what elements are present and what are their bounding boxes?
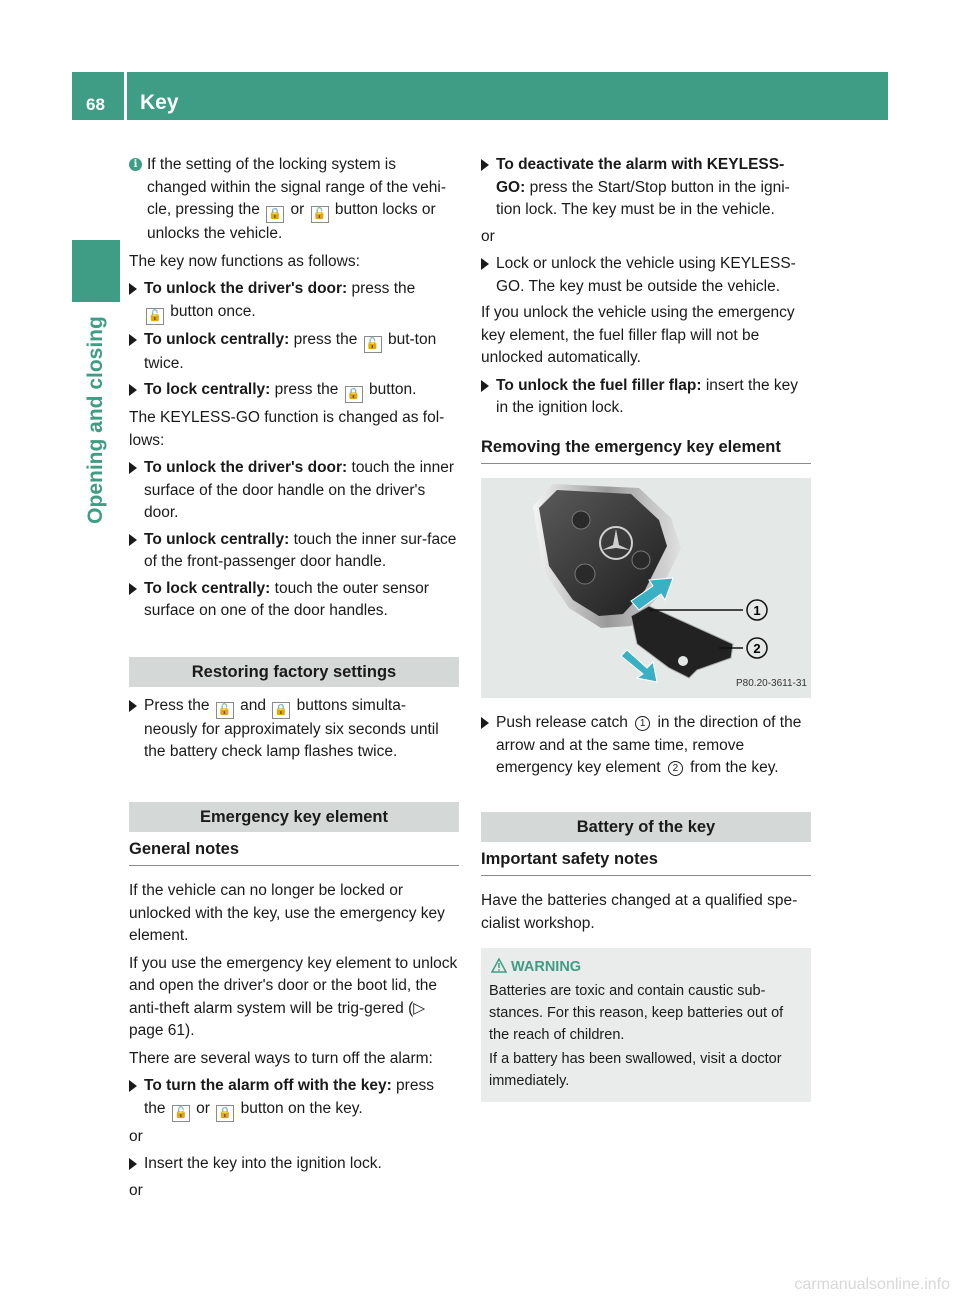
key-functions-intro: The key now functions as follows: xyxy=(129,252,360,270)
side-tab-block xyxy=(72,240,120,302)
step-keyless-unlock-centrally: To unlock centrally: touch the inner sur-face of the front-passenger door handle. xyxy=(129,529,459,574)
callout-2-icon: 2 xyxy=(668,761,683,776)
step-deactivate-alarm-keyless: To deactivate the alarm with KEYLESS-GO: press the Start/Stop button in the igni-tion lock. The key must be in the vehicle. xyxy=(481,154,811,222)
step-keyless-lock-centrally: To lock centrally: touch the outer sensor surface on one of the door handles. xyxy=(129,578,459,623)
figure-code: P80.20-3611-31 xyxy=(736,677,807,689)
info-icon: i xyxy=(129,158,142,171)
warning-box xyxy=(481,948,811,1102)
left-column xyxy=(129,154,459,1207)
lock-icon: 🔒 xyxy=(345,386,363,403)
step-arrow-icon xyxy=(129,700,137,712)
step-arrow-icon xyxy=(129,1158,137,1170)
header-separator xyxy=(124,72,127,120)
unlock-icon: 🔓 xyxy=(172,1105,190,1122)
step-arrow-icon xyxy=(129,334,137,346)
warning-heading: WARNING xyxy=(489,956,803,978)
lock-icon: 🔒 xyxy=(266,206,284,223)
subhead-general-notes: General notes xyxy=(129,838,459,867)
subhead-important-safety-notes: Important safety notes xyxy=(481,848,811,877)
step-arrow-icon xyxy=(129,1080,137,1092)
callout-1-icon: 1 xyxy=(635,716,650,731)
step-unlock-drivers-door: To unlock the driver's door: press the 🔓 button once. xyxy=(129,278,459,325)
step-arrow-icon xyxy=(481,380,489,392)
section-emergency-key-element: Emergency key element xyxy=(129,802,459,832)
para-fuel-filler: If you unlock the vehicle using the emergency key element, the fuel filler flap will not be unlocked automatically. xyxy=(481,304,795,366)
para-emergency-use: If the vehicle can no longer be locked or unlocked with the key, use the emergency key element. xyxy=(129,882,445,944)
step-lock-unlock-keyless: Lock or unlock the vehicle using KEYLESS-GO. The key must be outside the vehicle. xyxy=(481,253,811,298)
unlock-icon: 🔓 xyxy=(364,336,382,353)
watermark: carmanualsonline.info xyxy=(794,1276,950,1293)
keyless-intro: The KEYLESS-GO function is changed as fol-lows: xyxy=(129,409,445,449)
step-unlock-centrally: To unlock centrally: press the 🔓 but-ton twice. xyxy=(129,329,459,376)
step-alarm-off-key: To turn the alarm off with the key: press the 🔓 or 🔒 button on the key. xyxy=(129,1075,459,1122)
side-tab-title: Opening and closing xyxy=(84,316,107,524)
or-text: or xyxy=(481,227,495,245)
subhead-removing-emergency-key: Removing the emergency key element xyxy=(481,436,811,465)
para-battery-change: Have the batteries changed at a qualified spe-cialist workshop. xyxy=(481,892,798,932)
or-text: or xyxy=(129,1181,143,1199)
para-alarm-ways: There are several ways to turn off the alarm: xyxy=(129,1049,433,1067)
step-push-release-catch: Push release catch 1 in the direction of the arrow and at the same time, remove emergency key element 2 from the key. xyxy=(481,712,811,780)
lock-icon: 🔒 xyxy=(216,1105,234,1122)
unlock-icon: 🔓 xyxy=(146,308,164,325)
warning-text-2: If a battery has been swallowed, visit a doctor immediately. xyxy=(489,1051,782,1089)
key-illustration xyxy=(481,478,811,698)
unlock-button-icon xyxy=(575,564,595,584)
boot-button-icon xyxy=(632,551,650,569)
page-number: 68 xyxy=(86,95,105,114)
header-bar xyxy=(72,72,888,120)
callout-1-label: 1 xyxy=(753,603,761,618)
info-note: i If the setting of the locking system is changed within the signal range of the vehi-cle, pressing the 🔒 or 🔓 button locks or unlocks the vehicle. xyxy=(129,154,459,246)
warning-text-1: Batteries are toxic and contain caustic sub-stances. For this reason, keep batteries out of the reach of children. xyxy=(489,983,784,1043)
para-anti-theft: If you use the emergency key element to unlock and open the driver's door or the boot lid, the anti-theft alarm system will be trig-gered (▷ page 61). xyxy=(129,954,458,1039)
lock-icon: 🔒 xyxy=(272,702,290,719)
step-arrow-icon xyxy=(481,717,489,729)
step-insert-key: Insert the key into the ignition lock. xyxy=(129,1153,459,1176)
step-lock-centrally: To lock centrally: press the 🔒 button. xyxy=(129,379,459,403)
step-arrow-icon xyxy=(481,258,489,270)
step-arrow-icon xyxy=(129,462,137,474)
lock-button-icon xyxy=(572,511,590,529)
unlock-icon: 🔓 xyxy=(216,702,234,719)
page-title: Key xyxy=(140,91,179,114)
right-column xyxy=(481,154,811,1102)
step-arrow-icon xyxy=(129,384,137,396)
or-text: or xyxy=(129,1127,143,1145)
key-figure xyxy=(481,478,811,698)
step-arrow-icon xyxy=(129,534,137,546)
step-arrow-icon xyxy=(129,583,137,595)
section-battery-of-key: Battery of the key xyxy=(481,812,811,842)
step-keyless-unlock-drivers-door: To unlock the driver's door: touch the inner surface of the door handle on the driver's door. xyxy=(129,457,459,525)
unlock-icon: 🔓 xyxy=(311,206,329,223)
warning-icon xyxy=(491,958,507,973)
callout-2-label: 2 xyxy=(753,641,761,656)
step-arrow-icon xyxy=(481,159,489,171)
section-restoring-factory-settings: Restoring factory settings xyxy=(129,657,459,687)
step-arrow-icon xyxy=(129,283,137,295)
step-unlock-fuel-flap: To unlock the fuel filler flap: insert the key in the ignition lock. xyxy=(481,375,811,420)
step-restore: Press the 🔓 and 🔒 buttons simulta-neously for approximately six seconds until the battery check lamp flashes twice. xyxy=(129,695,459,764)
